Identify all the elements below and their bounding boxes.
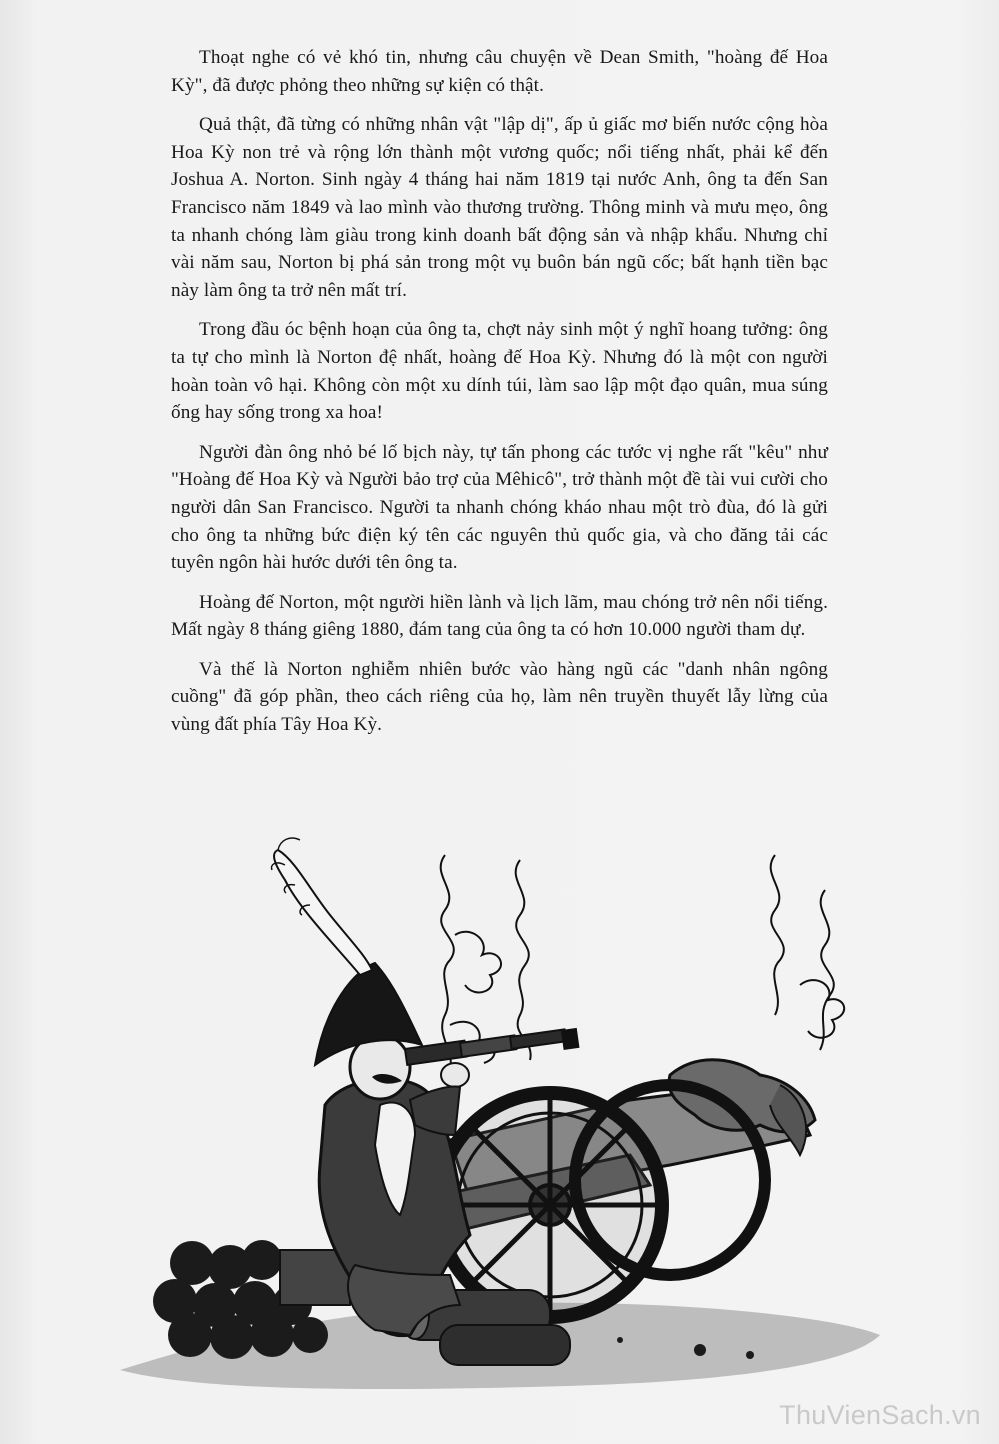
paragraph-5: Hoàng đế Norton, một người hiền lành và lịch lãm, mau chóng trở nên nổi tiếng. Mất ngày 8 tháng giêng 1880, đám tang của ông ta có hơn 10.000 người tham dự.	[171, 591, 828, 641]
watermark-text: ThuVienSach.vn	[779, 1400, 981, 1430]
plume	[274, 850, 372, 975]
hand	[441, 1063, 469, 1087]
cannon-illustration	[110, 835, 890, 1395]
paragraph-3: Trong đầu óc bệnh hoạn của ông ta, chợt nảy sinh một ý nghĩ hoang tưởng: ông ta tự cho mình là Norton đệ nhất, hoàng đế Hoa Kỳ. Nhưng đó là một con người hoàn toàn vô hại. Không còn một xu dính túi, làm sao lập một đạo quân, mua súng ống hay sống trong xa hoa!	[171, 319, 828, 424]
paragraph-6: Và thế là Norton nghiễm nhiên bước vào hàng ngũ các "danh nhân ngông cuồng" đã góp phần, theo cách riêng của họ, làm nên truyền thuyết lẫy lừng của vùng đất phía Tây Hoa Kỳ.	[171, 658, 828, 736]
paragraph-2: Quả thật, đã từng có những nhân vật "lập dị", ấp ủ giấc mơ biến nước cộng hòa Hoa Kỳ non trẻ và rộng lớn thành một vương quốc; nổi tiếng nhất, phải kể đến Joshua A. Norton. Sinh ngày 4 tháng hai năm 1819 tại nước Anh, ông ta đến San Francisco năm 1849 và lao mình vào thương trường. Thông minh và mưu mẹo, ông ta nhanh chóng làm giàu trong kinh doanh bất động sản và nhập khẩu. Nhưng chỉ vài năm sau, Norton bị phá sản trong một vụ buôn bán ngũ cốc; bất hạnh tiền bạc này làm ông ta trở nên mất trí.	[171, 114, 828, 301]
body-text	[171, 44, 828, 751]
paragraph-1: Thoạt nghe có vẻ khó tin, nhưng câu chuyện về Dean Smith, "hoàng đế Hoa Kỳ", đã được phỏng theo những sự kiện có thật.	[171, 47, 828, 96]
cannon-wheel	[438, 1093, 662, 1317]
paragraph-4: Người đàn ông nhỏ bé lố bịch này, tự tấn phong các tước vị nghe rất "kêu" như "Hoàng đế Hoa Kỳ và Người bảo trợ của Mêhicô", trở thành một đề tài vui cười cho người dân San Francisco. Người ta nhanh chóng kháo nhau một trò đùa, đó là gửi cho ông ta những bức điện ký tên các nguyên thủ quốc gia, và cho đăng tải các tuyên ngôn hài hước dưới tên ông ta.	[171, 441, 828, 574]
